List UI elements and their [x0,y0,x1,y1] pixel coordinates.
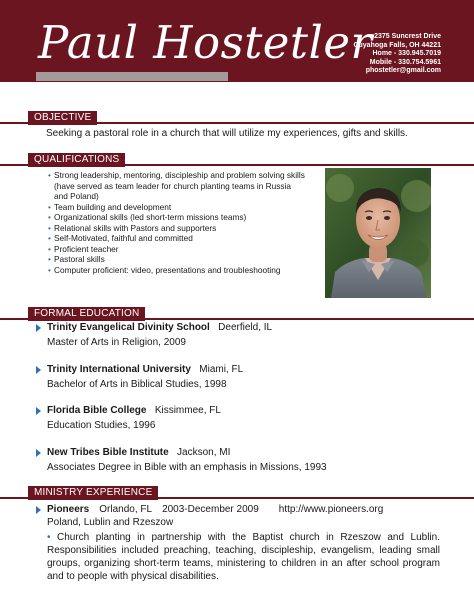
school-location: Jackson, MI [177,447,231,458]
bullet-icon: • [48,170,51,180]
organization-name: Pioneers [47,504,90,515]
portrait-illustration [325,168,431,298]
objective-heading: OBJECTIVE [28,111,97,125]
bullet-icon: • [48,212,51,222]
contact-email[interactable]: phostetler@gmail.com [365,67,441,75]
list-item [36,503,440,583]
school-name: Florida Bible College [47,405,147,416]
ministry-dates: 2003-December 2009 [162,504,259,515]
list-item: • Pastoral skills [48,254,105,264]
list-item: • Strong leadership, mentoring, discipleship and problem solving skills (have served as team leader for church planting teams in Russia and Poland) [48,170,305,201]
contact-city: Cuyahoga Falls, OH 44221 [353,41,441,49]
school-name: Trinity Evangelical Divinity School [47,322,210,333]
school-name: Trinity International University [47,364,191,375]
degree-text: Associates Degree in Bible with an emphasis in Missions, 1993 [47,462,327,473]
degree-text: Bachelor of Arts in Biblical Studies, 1998 [47,379,227,390]
organization-url[interactable]: http://www.pioneers.org [278,504,384,515]
list-item [36,320,272,350]
degree-text: Master of Arts in Religion, 2009 [47,337,186,348]
bullet-icon: • [48,254,51,264]
ministry-place: Poland, Lublin and Rzeszow [47,517,174,528]
list-item [36,362,243,392]
applicant-name: Paul Hostetler [38,16,373,69]
name-underline-bar [36,72,228,81]
list-item [36,445,327,475]
triangle-bullet-icon [36,324,41,332]
organization-location: Orlando, FL [99,504,153,515]
list-item: • Computer proficient: video, presentations and troubleshooting [48,264,281,275]
qualifications-list [48,170,306,275]
ministry-heading: MINISTRY EXPERIENCE [28,486,158,500]
contact-home-phone: Home - 330.945.7019 [372,50,441,58]
triangle-bullet-icon [36,366,41,374]
list-item: • Self-Motivated, faithful and committed [48,233,193,243]
list-item: • Relational skills with Pastors and supporters [48,222,217,233]
ministry-description: • Church planting in partnership with the Baptist church in Rzeszow and Lublin. Responsibilities included preaching, teaching, discipleship, evangelism, leading small groups, organizing short-term teams, ministering to children in an after school program and to people with physical disabilities. [47,532,440,582]
list-item: • Team building and development [48,201,172,212]
list-item [36,403,221,433]
school-name: New Tribes Bible Institute [47,447,169,458]
bullet-icon: • [47,532,51,543]
school-location: Miami, FL [199,364,244,375]
bullet-icon: • [48,243,51,254]
list-item: • Proficient teacher [48,243,119,254]
list-item: • Organizational skills (led short-term missions teams) [48,212,247,222]
contact-mobile-phone: Mobile - 330.754.5961 [369,58,441,66]
bullet-icon: • [48,233,51,243]
degree-text: Education Studies, 1996 [47,420,156,431]
bullet-icon: • [48,201,51,212]
education-heading: FORMAL EDUCATION [28,307,145,321]
triangle-bullet-icon [36,449,41,457]
contact-address: 2375 Suncrest Drive [374,33,441,40]
bullet-icon: • [48,264,51,275]
school-location: Deerfield, IL [218,322,273,333]
triangle-bullet-icon [36,407,41,415]
contact-block [353,33,441,76]
bullet-icon: • [48,222,51,233]
qualifications-heading: QUALIFICATIONS [28,153,125,167]
objective-text: Seeking a pastoral role in a church that will utilize my experiences, gifts and skills. [46,128,408,139]
portrait-photo [325,168,431,298]
header-banner [0,0,474,82]
triangle-bullet-icon [36,506,41,514]
school-location: Kissimmee, FL [154,405,221,416]
